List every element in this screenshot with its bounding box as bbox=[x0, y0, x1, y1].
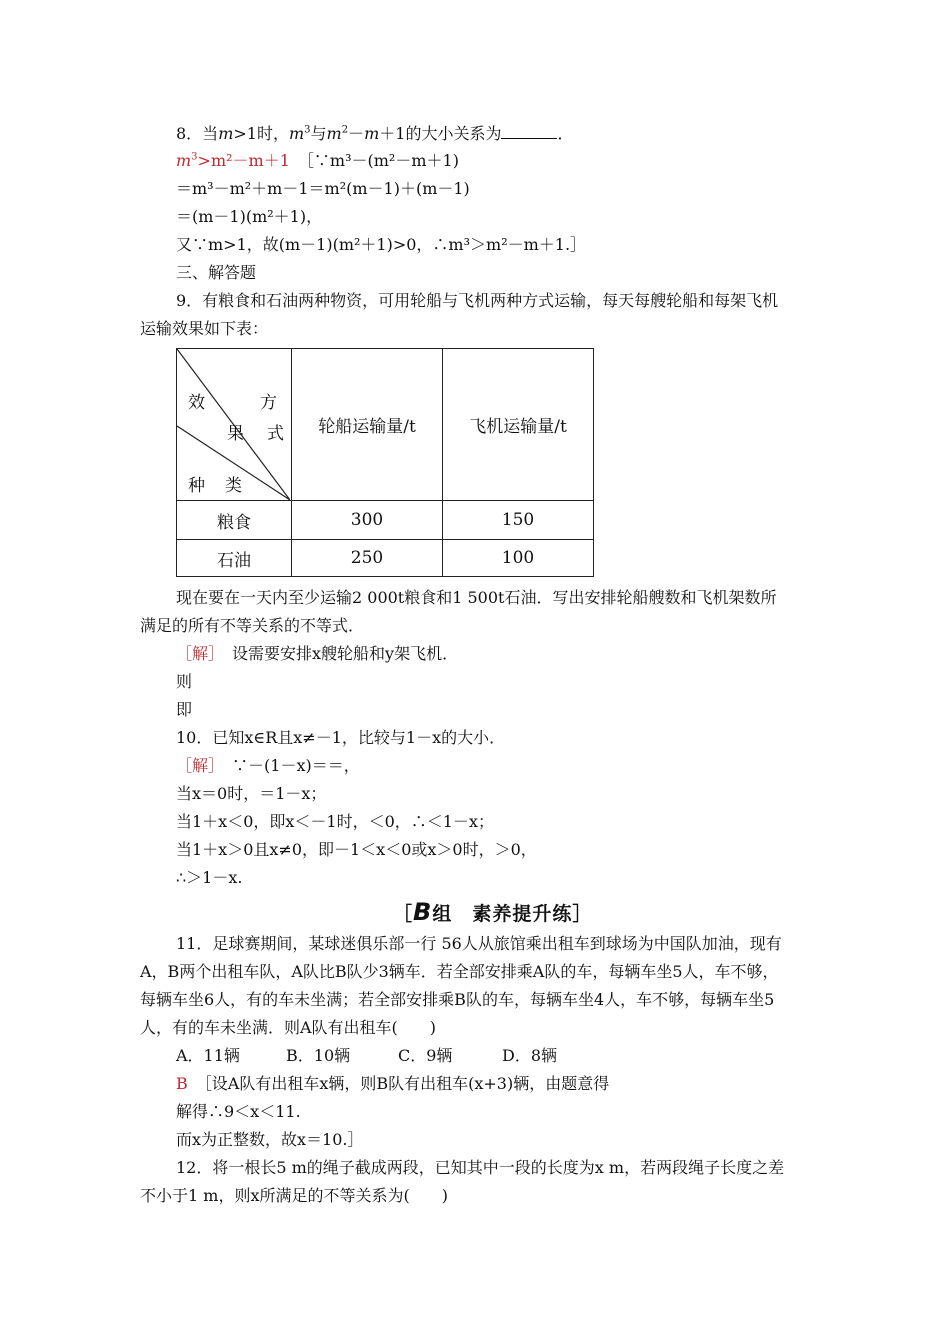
q10-solution-4: 当1＋x＞0且x≠0，即－1＜x＜0或x＞0时，＞0， bbox=[176, 840, 537, 859]
row-name: 石油 bbox=[177, 540, 292, 577]
answer-blank bbox=[501, 124, 557, 139]
row-name: 粮食 bbox=[177, 501, 292, 540]
transport-table bbox=[176, 348, 594, 577]
q8-work-2: ＝m³－m²＋m－1＝m²(m－1)＋(m－1) bbox=[176, 179, 470, 198]
q8-stem: 8．当m>1时，$m^3$与$m^2-m+1$的大小关系为 ． bbox=[176, 124, 574, 143]
solution-tag: ［解］ bbox=[176, 756, 217, 775]
q10-solution-2: 当x＝0时，＝1－x； bbox=[176, 784, 327, 803]
ship-value: 300 bbox=[292, 501, 443, 540]
q10-solution-5: ∴＞1－x. bbox=[176, 868, 243, 887]
q9-after-2: 满足的所有不等关系的不等式． bbox=[140, 616, 365, 635]
q10-stem: 10．已知x∈R且x≠－1，比较与1－x的大小． bbox=[176, 728, 506, 747]
q12-stem-1: 12．将一根长5 m的绳子截成两段，已知其中一段的长度为x m，若两段绳子长度之差 bbox=[176, 1158, 785, 1177]
q11-solution-3: 而x为正整数，故x＝10.］ bbox=[176, 1130, 364, 1149]
q11-option-b: B．10辆 bbox=[286, 1046, 351, 1065]
label-zhong: 种 bbox=[188, 476, 205, 496]
diagonal-header-cell bbox=[177, 349, 292, 501]
table-row bbox=[177, 501, 594, 540]
q8-answer: $m^3>m^2-m+1$ bbox=[176, 151, 290, 170]
col-header-ship: 轮船运输量/t bbox=[292, 349, 443, 501]
q11-solution-1: B ［设A队有出租车x辆，则B队有出租车(x+3)辆，由题意得 bbox=[176, 1074, 610, 1093]
q11-stem-1: 11．足球赛期间，某球迷俱乐部一行 56人从旅馆乘出租车到球场为中国队加油，现有 bbox=[176, 934, 782, 953]
plane-value: 150 bbox=[443, 501, 594, 540]
q8-work-4: 又∵m>1，故(m－1)(m²＋1)>0，∴m³＞m²－m＋1.］ bbox=[176, 235, 587, 254]
q12-stem-2: 不小于1 m，则x所满足的不等关系为( ) bbox=[140, 1186, 448, 1205]
plane-value: 100 bbox=[443, 540, 594, 577]
q10-solution-3: 当1＋x＜0，即x＜－1时，＜0，∴＜1－x； bbox=[176, 812, 494, 831]
group-letter: B bbox=[413, 898, 433, 926]
q9-after-1: 现在要在一天内至少运输2 000t粮食和1 500t石油．写出安排轮船艘数和飞机架数所 bbox=[176, 588, 777, 607]
q11-solution-2: 解得∴9＜x＜11. bbox=[176, 1102, 301, 1121]
q9-stem-1: 9．有粮食和石油两种物资，可用轮船与飞机两种方式运输，每天每艘轮船和每架飞机 bbox=[176, 291, 779, 310]
q9-solution-2: 则 bbox=[176, 672, 193, 691]
ship-value: 250 bbox=[292, 540, 443, 577]
q11-stem-3: 每辆车坐6人，有的车未坐满；若全部安排乘B队的车，每辆车坐4人，车不够，每辆车坐5 bbox=[140, 990, 775, 1009]
q11-answer: B bbox=[176, 1074, 188, 1093]
label-xiao: 效 bbox=[188, 393, 205, 413]
q11-stem-2: A，B两个出租车队，A队比B队少3辆车．若全部安排乘A队的车，每辆车坐5人，车不够， bbox=[140, 962, 779, 981]
q9-stem-2: 运输效果如下表： bbox=[140, 319, 269, 338]
q11-option-a: A．11辆 bbox=[176, 1046, 240, 1065]
solution-tag: ［解］ bbox=[176, 644, 217, 663]
q11-option-c: C．9辆 bbox=[398, 1046, 453, 1065]
q10-solution-1: ［解］ ∵－(1－x)＝＝， bbox=[176, 756, 360, 775]
label-fang: 方 bbox=[260, 393, 277, 413]
table-row bbox=[177, 540, 594, 577]
section-banner: ［B组 素养提升练］ bbox=[393, 898, 593, 926]
col-header-plane: 飞机运输量/t bbox=[443, 349, 594, 501]
section-heading: 三、解答题 bbox=[176, 263, 257, 282]
q9-solution-3: 即 bbox=[176, 700, 193, 719]
label-shi: 式 bbox=[267, 424, 284, 444]
label-guo: 果 bbox=[227, 424, 244, 444]
q8-answer-line: $m^3>m^2-m+1$ ［∵m³－(m²－m＋1) bbox=[176, 151, 459, 170]
q8-work-3: ＝(m－1)(m²＋1)， bbox=[176, 207, 323, 226]
q11-option-d: D．8辆 bbox=[502, 1046, 558, 1065]
q9-solution-1: ［解］ 设需要安排x艘轮船和y架飞机． bbox=[176, 644, 459, 663]
label-lei: 类 bbox=[225, 476, 242, 496]
q11-stem-4: 人，有的车未坐满．则A队有出租车( ) bbox=[140, 1018, 437, 1037]
